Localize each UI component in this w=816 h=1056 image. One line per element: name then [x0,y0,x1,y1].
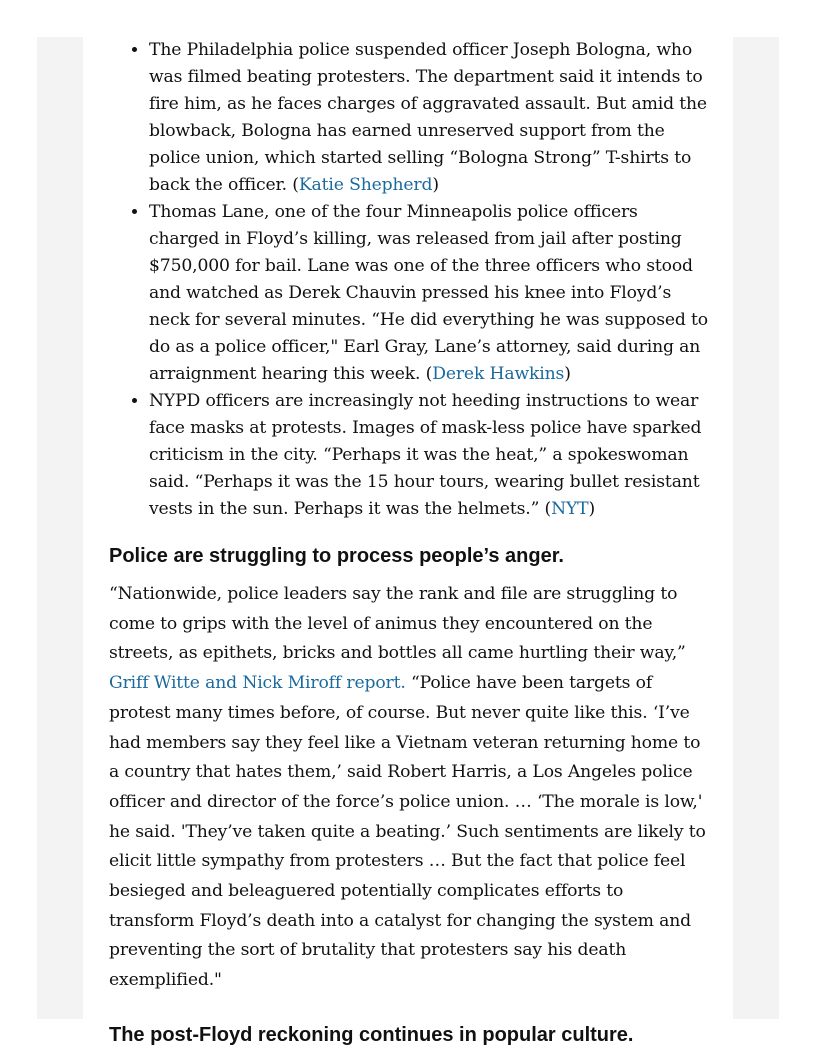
news-bullet-list [109,37,709,523]
bullet-close-paren: ) [564,364,571,384]
source-link-nyt[interactable]: NYT [551,499,589,519]
paragraph-quote: “Police have been targets of protest many times before, of course. But never quite like this. ‘I’ve had members say they feel like a Vietnam veteran returning home to a country that hates them,’ said Robert Harris, a Los Angeles police officer and director of the force’s police union. … ‘The morale is low,' he said. 'They’ve taken quite a beating.’ Such sentiments are likely to elicit little sympathy from protesters … But the fact that police feel besieged and beleaguered potentially complicates efforts to transform Floyd’s death into a catalyst for changing the system and preventing the sort of brutality that protesters say his death exemplified." [109,673,706,991]
bullet-text: Thomas Lane, one of the four Minneapolis police officers charged in Floyd’s killing, was released from jail after posting $750,000 for bail. Lane was one of the three officers who stood and watched as Derek Chauvin pressed his knee into Floyd’s neck for several minutes. “He did everything he was supposed to do as a police officer," Earl Gray, Lane’s attorney, said during an arraignment hearing this week. ( [149,202,709,384]
author-link-derek-hawkins[interactable]: Derek Hawkins [432,364,565,384]
paragraph-text: “Nationwide, police leaders say the rank and file are struggling to come to grips with the level of animus they encountered on the streets, as epithets, bricks and bottles all came hurtling their way,” [109,584,686,664]
list-item [149,37,709,199]
author-link-witte-miroff[interactable]: Griff Witte and Nick Miroff report. [109,673,406,694]
author-link-katie-shepherd[interactable]: Katie Shepherd [298,175,433,195]
bullet-close-paren: ) [432,175,439,195]
bullet-text: NYPD officers are increasingly not heeding instructions to wear face masks at protests. Images of mask-less police have sparked criticism in the city. “Perhaps it was the heat,” a spokeswoman said. “Perhaps it was the 15 hour tours, wearing bullet resistant vests in the sun. Perhaps it was the helmets.” ( [149,391,702,519]
right-margin-panel [733,37,779,1019]
bullet-close-paren: ) [588,499,596,519]
article-body [109,37,709,1047]
section-heading-police: Police are struggling to process people’s anger. [109,545,564,567]
bullet-text: The Philadelphia police suspended officer Joseph Bologna, who was filmed beating protesters. The department said it intends to fire him, as he faces charges of aggravated assault. But amid the blowback, Bologna has earned unreserved support from the police union, which started selling “Bologna Strong” T-shirts to back the officer. ( [149,40,707,195]
section-paragraph-police [109,580,709,996]
list-item [149,388,709,523]
left-margin-panel [37,37,83,1019]
list-item [149,199,709,388]
section-heading-culture: The post-Floyd reckoning continues in popular culture. [109,1023,634,1046]
